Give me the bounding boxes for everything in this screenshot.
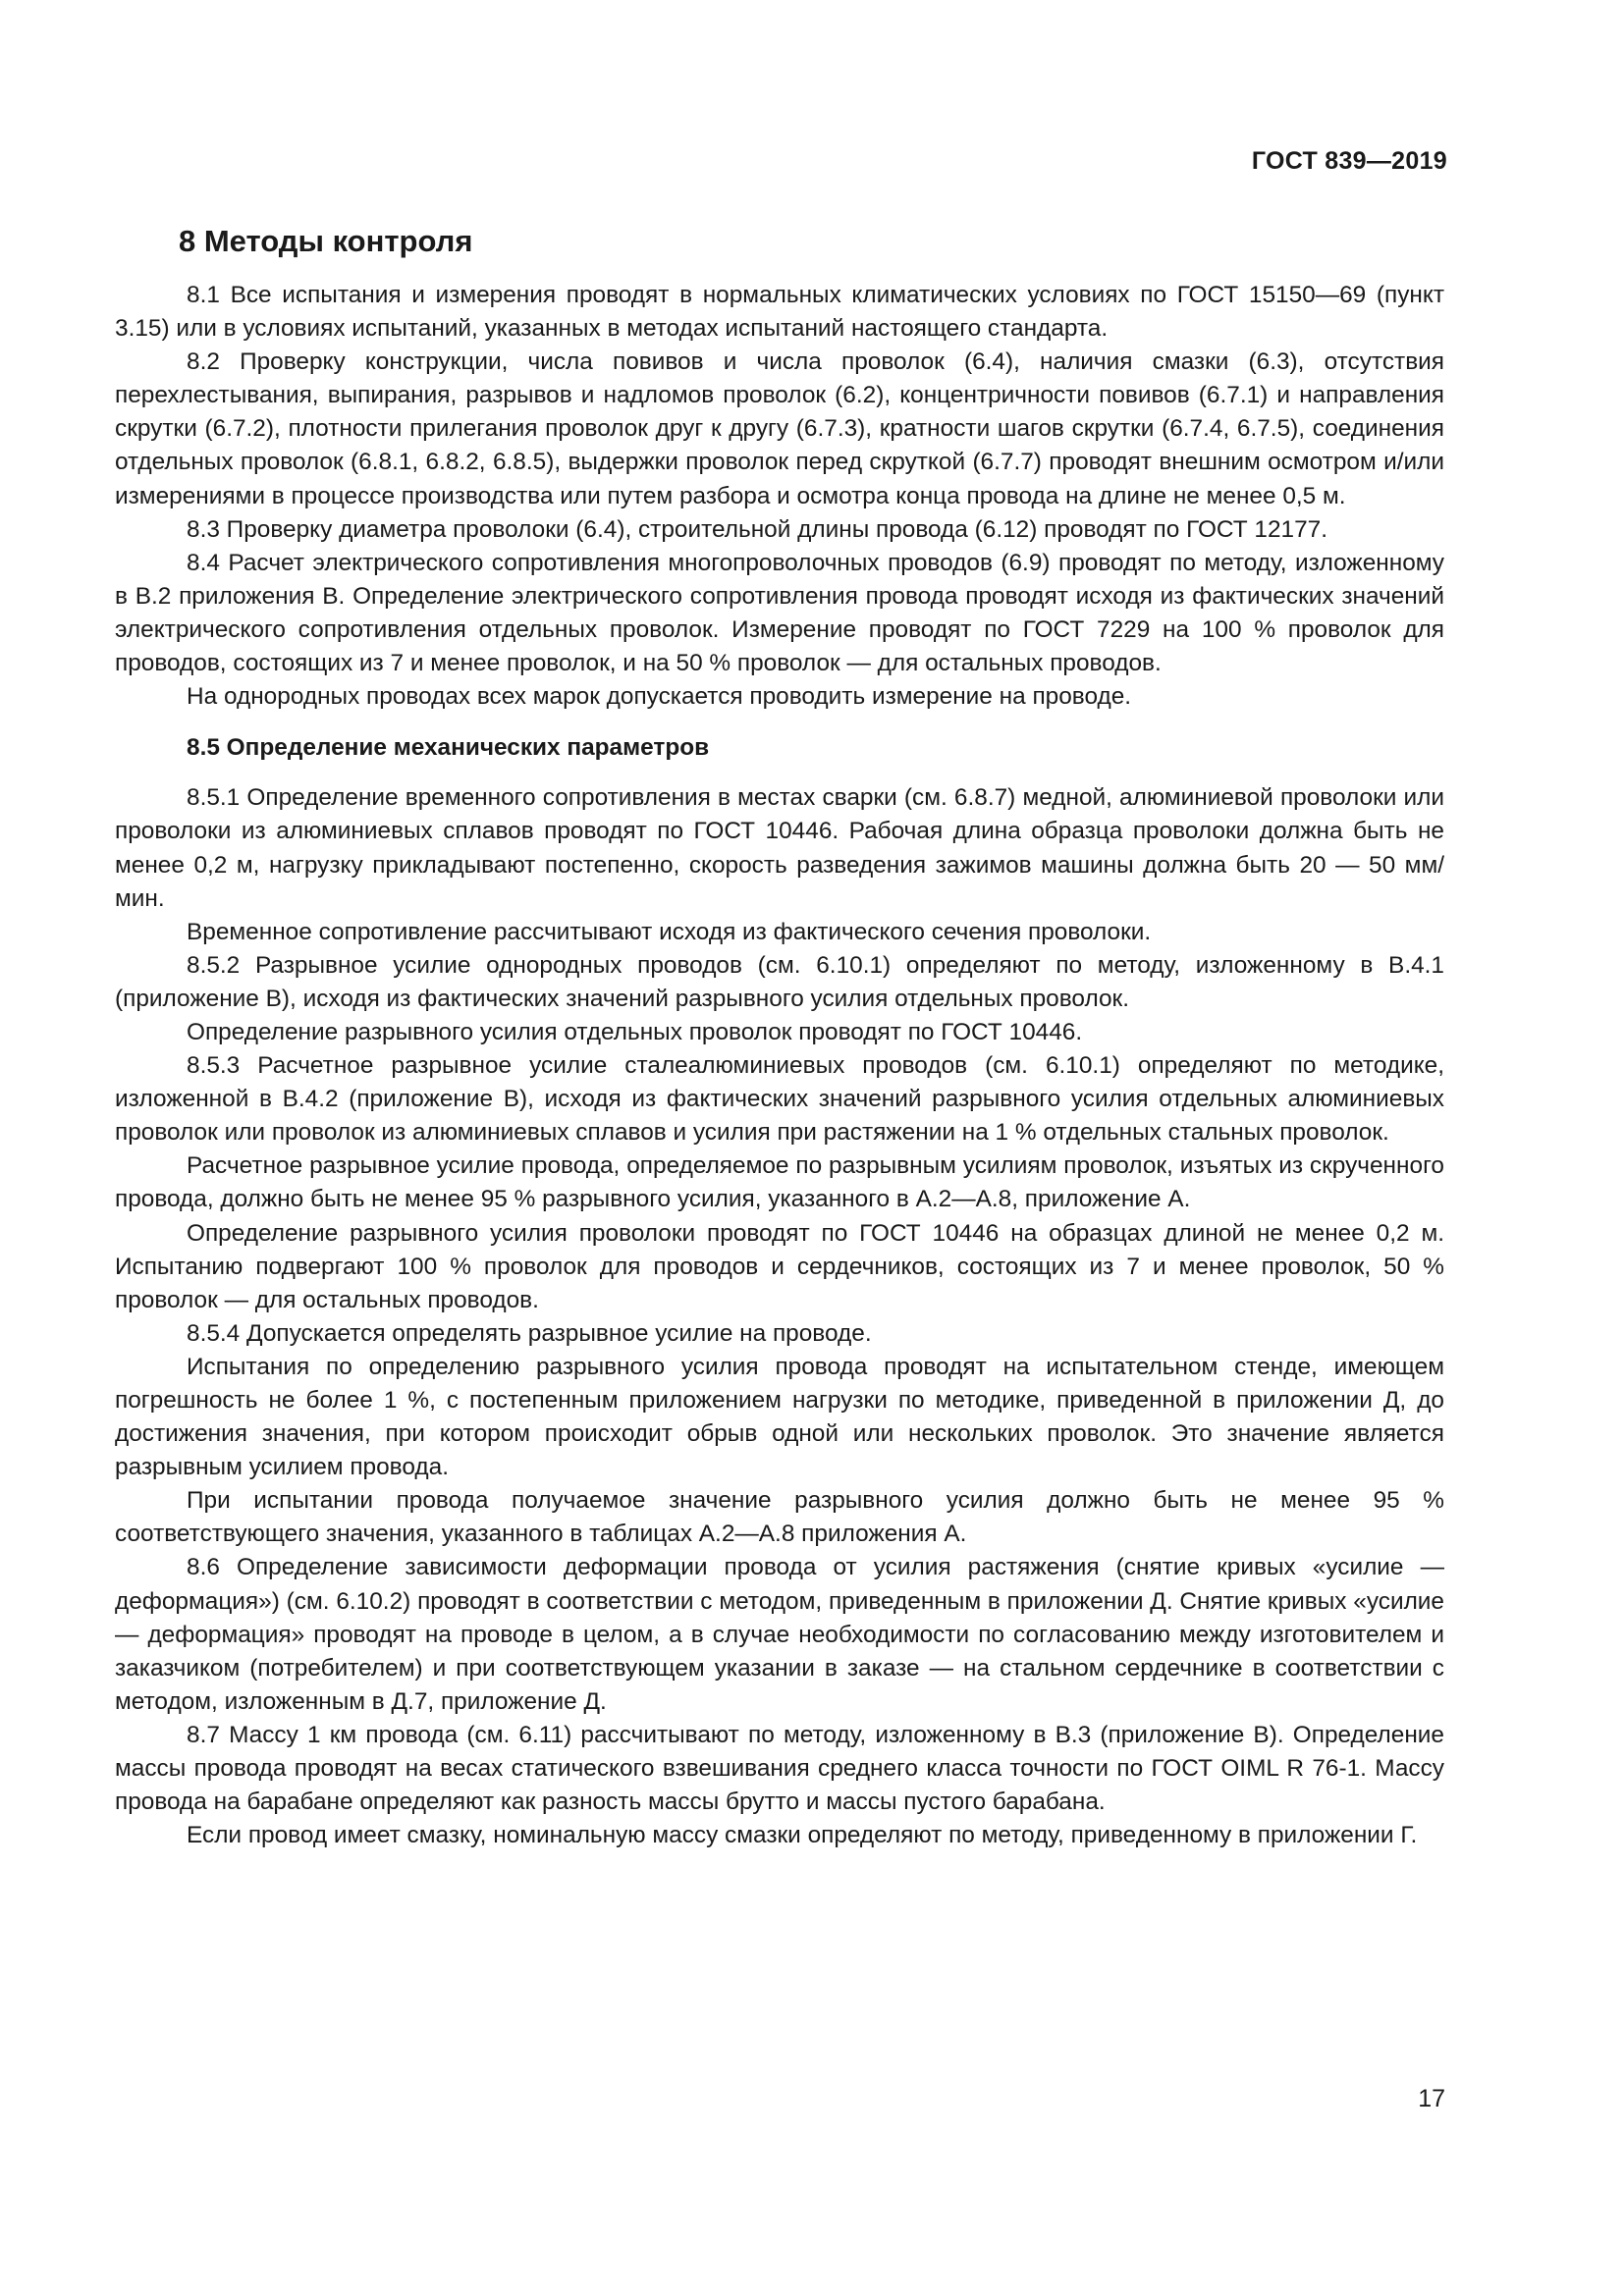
document-body [115, 222, 1444, 1852]
paragraph-group-after [115, 781, 1444, 1852]
paragraph: 8.3 Проверку диаметра проволоки (6.4), строительной длины провода (6.12) проводят по ГОСТ 12177. [187, 515, 1327, 543]
paragraph: Временное сопротивление рассчитывают исходя из фактического сечения проволоки. [187, 918, 1152, 945]
paragraph: Если провод имеет смазку, номинальную массу смазки определяют по методу, приведенному в приложении Г. [187, 1822, 1418, 1849]
paragraph: 8.5.4 Допускается определять разрывное усилие на проводе. [187, 1319, 872, 1347]
subsection-heading: 8.5 Определение механических параметров [187, 734, 710, 762]
paragraph: На однородных проводах всех марок допускается проводить измерение на проводе. [187, 683, 1132, 711]
paragraph: 8.4 Расчет электрического сопротивления многопроволочных проводов (6.9) проводят по методу, изложенному в В.2 приложения В. Определение электрического сопротивления провода проводят исходя из фактических значений электрического сопротивления отдельных проволок. Измерение проводят по ГОСТ 7229 на 100 % проволок для проводов, состоящих из 7 и менее проволок, и на 50 % проволок — для остальных проводов. [115, 549, 1444, 677]
paragraph: 8.6 Определение зависимости деформации провода от усилия растяжения (снятие кривых «усилие — деформация») (см. 6.10.2) проводят в соответствии с методом, приведенным в приложении Д. Снятие кривых «усилие — деформация» проводят на проводе в целом, а в случае необходимости по согласованию между изготовителем и заказчиком (потребителем) и при соответствующем указании в заказе — на стальном сердечнике в соответствии с методом, изложенным в Д.7, приложение Д. [115, 1554, 1444, 1715]
page-number: 17 [1418, 2085, 1445, 2112]
paragraph: 8.7 Массу 1 км провода (см. 6.11) рассчитывают по методу, изложенному в В.3 (приложение В). Определение массы провода проводят на весах статического взвешивания среднего класса точности по ГОСТ OIML R 76-1. Массу провода на барабане определяют как разность массы брутто и массы пустого барабана. [115, 1721, 1444, 1816]
paragraph: 8.5.1 Определение временного сопротивления в местах сварки (см. 6.8.7) медной, алюминиевой проволоки или проволоки из алюминиевых сплавов проводят по ГОСТ 10446. Рабочая длина образца проволоки должна быть не менее 0,2 м, нагрузку прикладывают постепенно, скорость разведения зажимов машины должна быть 20 — 50 мм/мин. [115, 784, 1444, 912]
paragraph-group-before [115, 279, 1444, 714]
paragraph: Определение разрывного усилия отдельных проволок проводят по ГОСТ 10446. [187, 1018, 1083, 1045]
paragraph: Определение разрывного усилия проволоки проводят по ГОСТ 10446 на образцах длиной не менее 0,2 м. Испытанию подвергают 100 % проволок для проводов и сердечников, состоящих из 7 и менее проволок, 50 % проволок — для остальных проводов. [115, 1219, 1444, 1313]
paragraph: Испытания по определению разрывного усилия провода проводят на испытательном стенде, имеющем погрешность не более 1 %, с постепенным приложением нагрузки по методике, приведенной в приложении Д, до достижения значения, при котором происходит обрыв одной или нескольких проволок. Это значение является разрывным усилием провода. [115, 1353, 1444, 1481]
paragraph: 8.5.2 Разрывное усилие однородных проводов (см. 6.10.1) определяют по методу, изложенному в В.4.1 (приложение В), исходя из фактических значений разрывного усилия отдельных проволок. [115, 951, 1444, 1012]
document-code: ГОСТ 839—2019 [1251, 147, 1447, 175]
paragraph: 8.1 Все испытания и измерения проводят в нормальных климатических условиях по ГОСТ 15150—69 (пункт 3.15) или в условиях испытаний, указанных в методах испытаний настоящего стандарта. [115, 282, 1444, 343]
paragraph: При испытании провода получаемое значение разрывного усилия должно быть не менее 95 % соответствующего значения, указанного в таблицах А.2—А.8 приложения А. [115, 1487, 1444, 1548]
paragraph: 8.2 Проверку конструкции, числа повивов и числа проволок (6.4), наличия смазки (6.3), отсутствия перехлестывания, выпирания, разрывов и надломов проволок (6.2), концентричности повивов (6.7.1) и направления скрутки (6.7.2), плотности прилегания проволок друг к другу (6.7.3), кратности шагов скрутки (6.7.4, 6.7.5), соединения отдельных проволок (6.8.1, 6.8.2, 6.8.5), выдержки проволок перед скруткой (6.7.7) проводят внешним осмотром и/или измерениями в процессе производства или путем разбора и осмотра конца провода на длине не менее 0,5 м. [115, 348, 1444, 509]
paragraph: 8.5.3 Расчетное разрывное усилие сталеалюминиевых проводов (см. 6.10.1) определяют по методике, изложенной в В.4.2 (приложение В), исходя из фактических значений разрывного усилия отдельных алюминиевых проволок или проволок из алюминиевых сплавов и усилия при растяжении на 1 % отдельных стальных проволок. [115, 1052, 1444, 1147]
section-heading: 8 Методы контроля [179, 224, 473, 258]
paragraph: Расчетное разрывное усилие провода, определяемое по разрывным усилиям проволок, изъятых из скрученного провода, должно быть не менее 95 % разрывного усилия, указанного в А.2—А.8, приложение А. [115, 1152, 1444, 1213]
